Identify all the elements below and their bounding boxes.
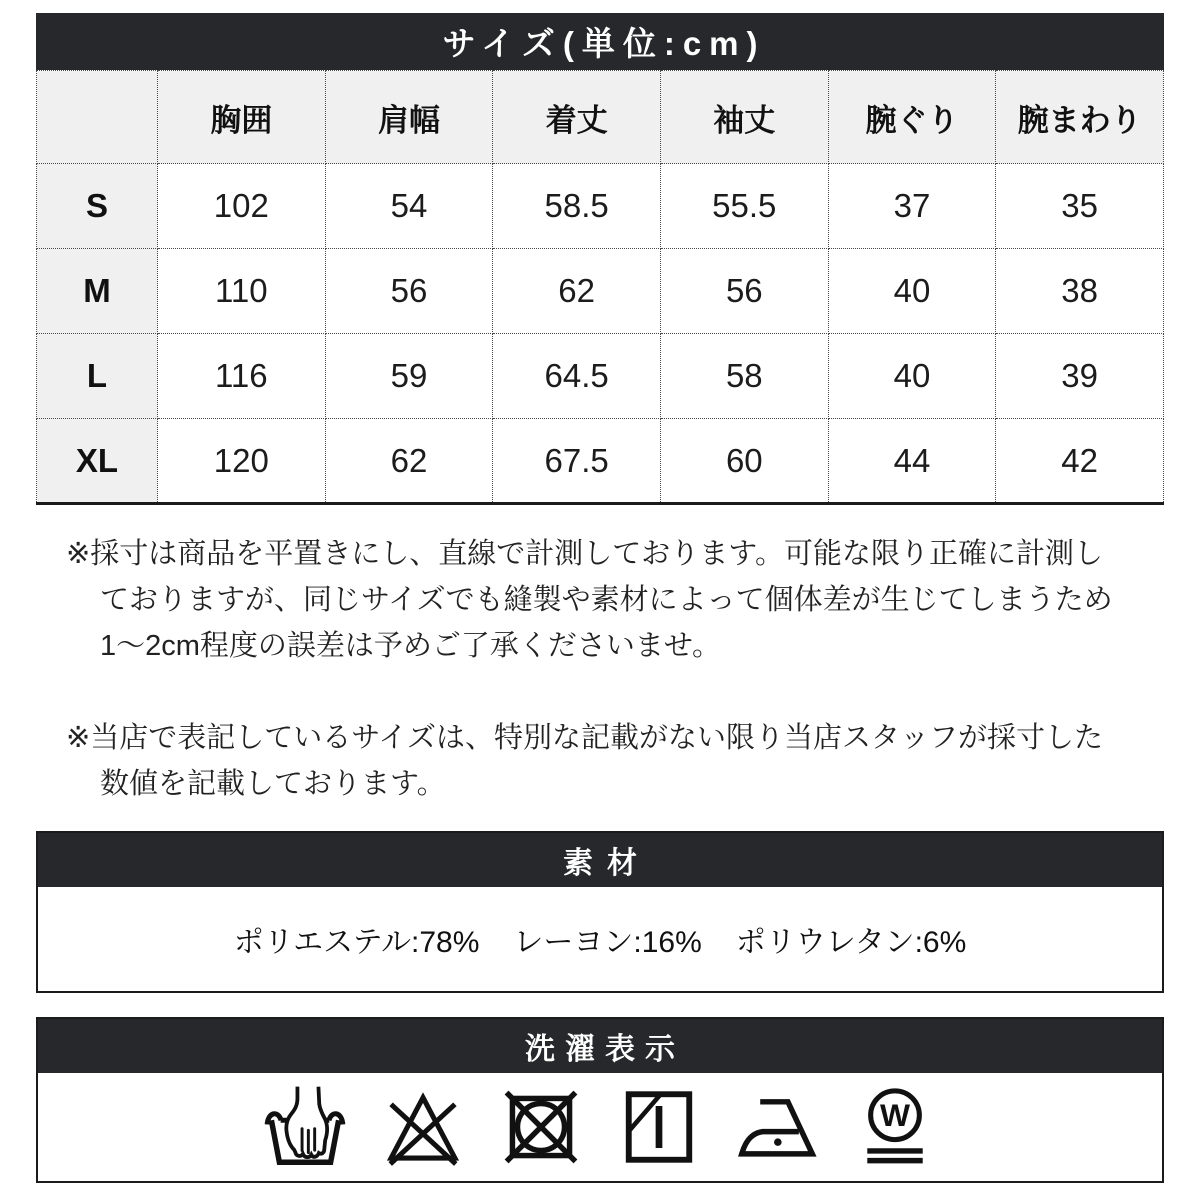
table-row-l	[37, 334, 1164, 419]
cell-value: 60	[660, 419, 828, 504]
cell-value: 64.5	[493, 334, 661, 419]
material-section-title: 素材	[563, 847, 651, 880]
size-label: M	[37, 249, 158, 334]
size-label: S	[37, 164, 158, 249]
column-header-arm-circumference: 腕まわり	[996, 71, 1164, 164]
cell-value: 35	[996, 164, 1164, 249]
note-line: ※当店で表記しているサイズは、特別な記載がない限り当店スタッフが採寸した	[66, 722, 1103, 754]
table-row-m	[37, 249, 1164, 334]
cell-value: 39	[996, 334, 1164, 419]
cell-value: 54	[325, 164, 493, 249]
cell-value: 110	[158, 249, 326, 334]
hand-wash-icon	[263, 1084, 347, 1170]
cell-value: 42	[996, 419, 1164, 504]
size-table	[36, 70, 1164, 505]
cell-value: 58	[660, 334, 828, 419]
size-table-header-row	[37, 71, 1164, 164]
laundry-icons-row	[38, 1073, 1162, 1181]
note-line: 数値を記載しております。	[100, 768, 446, 800]
cell-value: 102	[158, 164, 326, 249]
cell-value: 56	[325, 249, 493, 334]
cell-value: 120	[158, 419, 326, 504]
material-item: レーヨン:16%	[513, 926, 702, 959]
size-label: XL	[37, 419, 158, 504]
cell-value: 40	[828, 249, 996, 334]
cell-value: 59	[325, 334, 493, 419]
laundry-section-title: 洗濯表示	[525, 1033, 685, 1066]
material-item: ポリエステル:78%	[233, 926, 480, 959]
note-line: ※採寸は商品を平置きにし、直線で計測しております。可能な限り正確に計測し	[66, 538, 1103, 570]
column-header-length: 着丈	[493, 71, 661, 164]
note-line: ておりますが、同じサイズでも縫製や素材によって個体差が生じてしまうため	[100, 584, 1113, 616]
do-not-bleach-icon	[381, 1084, 465, 1170]
cell-value: 55.5	[660, 164, 828, 249]
cell-value: 67.5	[493, 419, 661, 504]
size-section-title: サイズ(単位:cm)	[442, 25, 766, 62]
note-line: 1〜2cm程度の誤差は予めご了承くださいませ。	[100, 630, 722, 662]
cell-value: 116	[158, 334, 326, 419]
material-section-header	[38, 833, 1162, 887]
column-header-chest: 胸囲	[158, 71, 326, 164]
laundry-section	[36, 1017, 1164, 1183]
column-header-shoulder: 肩幅	[325, 71, 493, 164]
size-section-header	[36, 13, 1164, 70]
column-header-armhole: 腕ぐり	[828, 71, 996, 164]
laundry-section-header	[38, 1019, 1162, 1073]
material-item: ポリウレタン:6%	[735, 926, 967, 959]
cell-value: 37	[828, 164, 996, 249]
line-dry-in-shade-icon	[617, 1084, 701, 1170]
cell-value: 44	[828, 419, 996, 504]
measurement-note	[36, 531, 1164, 669]
cell-value: 56	[660, 249, 828, 334]
cell-value: 40	[828, 334, 996, 419]
iron-low-heat-icon	[735, 1084, 819, 1170]
size-table-corner-cell	[37, 71, 158, 164]
material-composition	[38, 887, 1162, 991]
table-row-xl	[37, 419, 1164, 504]
size-label: L	[37, 334, 158, 419]
svg-text:W: W	[879, 1097, 911, 1134]
table-row-s	[37, 164, 1164, 249]
wet-clean-very-gentle-icon	[853, 1084, 937, 1170]
staff-note	[36, 715, 1164, 807]
material-section	[36, 831, 1164, 993]
column-header-sleeve: 袖丈	[660, 71, 828, 164]
do-not-tumble-dry-icon	[499, 1084, 583, 1170]
cell-value: 62	[325, 419, 493, 504]
cell-value: 62	[493, 249, 661, 334]
cell-value: 38	[996, 249, 1164, 334]
cell-value: 58.5	[493, 164, 661, 249]
